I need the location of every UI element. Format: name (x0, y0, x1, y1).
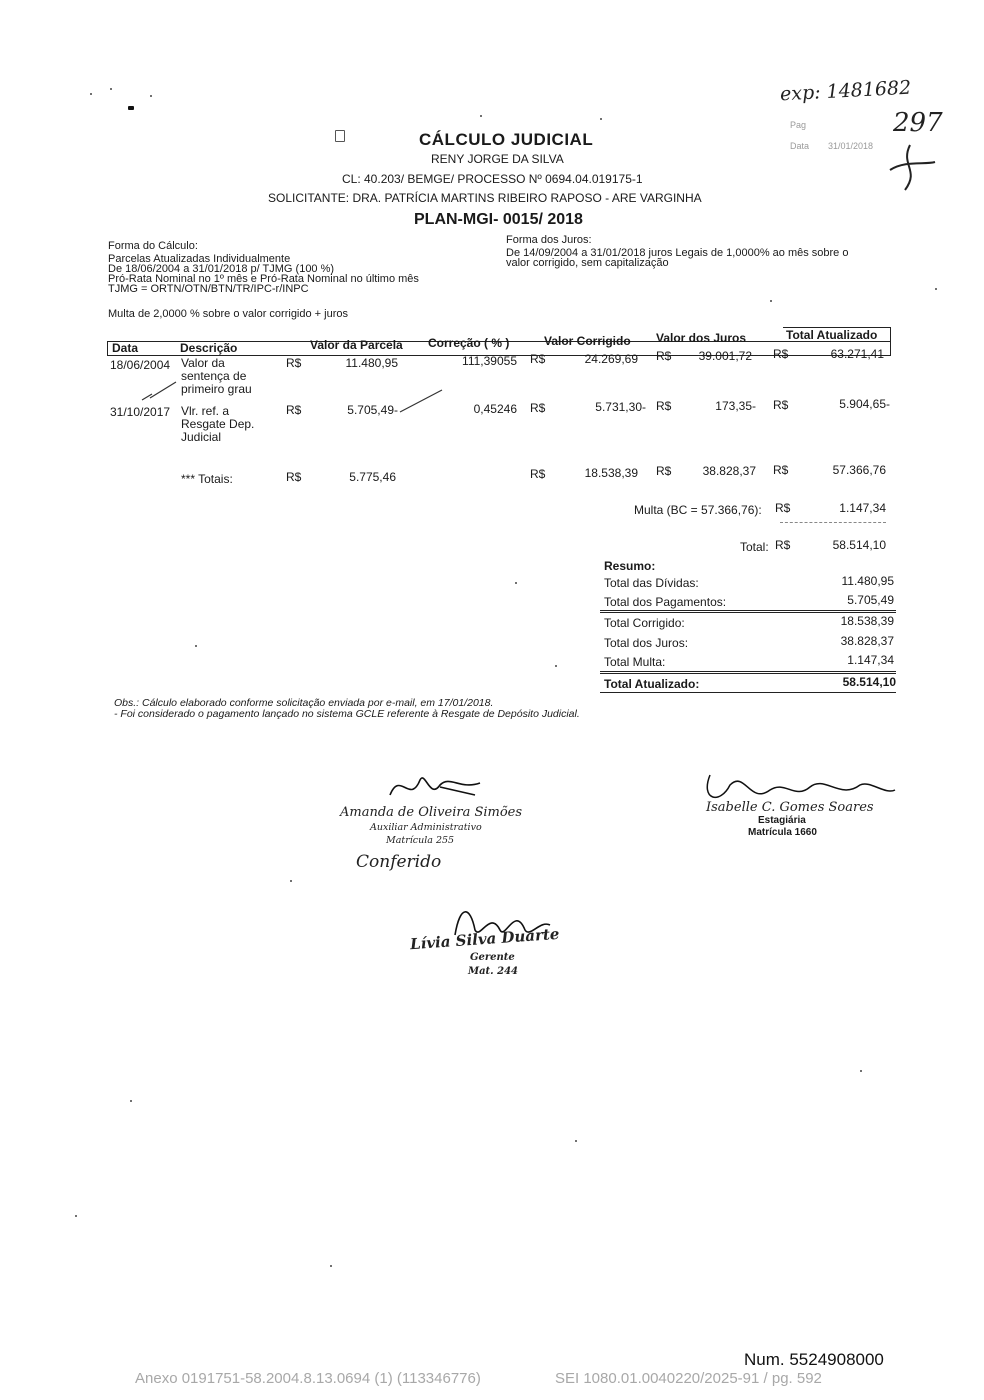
calc-line: TJMG = ORTN/OTN/BTN/TR/IPC-r/INPC (108, 283, 309, 295)
row-corrected-value: 5.731,30- (595, 400, 646, 414)
totals-currency: R$ (286, 470, 302, 484)
conferido-note: Conferido (356, 852, 442, 872)
col-data: Data (112, 341, 139, 355)
totals-currency: R$ (656, 464, 672, 478)
total-currency: R$ (775, 538, 791, 552)
observations: Obs.: Cálculo elaborado conforme solicitação enviada por e-mail, em 17/01/2018. - Foi considerado o pagamento lançado no sistema GCLE referente à Resgate de Depósito Judicial. (114, 697, 580, 720)
row-currency: R$ (773, 398, 789, 412)
row-interest-value: 39.001,72 (698, 349, 752, 363)
fine-value: 1.147,34 (839, 501, 886, 515)
interest-line: De 14/09/2004 a 31/01/2018 juros Legais de 1,0000% ao mês sobre o (506, 247, 849, 259)
person-name: RENY JORGE DA SILVA (431, 152, 564, 166)
summary-final-value: 58.514,10 (842, 675, 896, 689)
requester: SOLICITANTE: DRA. PATRÍCIA MARTINS RIBEIRO RAPOSO - ARE VARGINHA (268, 191, 702, 205)
summary-value: 5.705,49 (847, 593, 894, 607)
signer-role: Auxiliar Administrativo (370, 822, 482, 833)
calc-method-lines (108, 254, 419, 294)
fine-separator (780, 522, 886, 523)
total-value: 58.514,10 (832, 538, 886, 552)
totals-interest: 38.828,37 (702, 464, 756, 478)
totals-corrected: 18.538,39 (584, 466, 638, 480)
summary-label: Total dos Pagamentos: (604, 595, 727, 609)
summary-final-label: Total Atualizado: (604, 677, 700, 691)
signer-role: Gerente (470, 952, 515, 963)
summary-label: Total Multa: (604, 655, 666, 669)
row-currency: R$ (530, 352, 546, 366)
row-corrected-value: 24.269,69 (584, 352, 638, 366)
process-number: CL: 40.203/ BEMGE/ PROCESSO Nº 0694.04.019175-1 (342, 172, 643, 186)
summary-label: Total das Dívidas: (604, 576, 699, 590)
fine-rule: Multa de 2,0000 % sobre o valor corrigido + juros (108, 308, 348, 320)
fine-label: Multa (BC = 57.366,76): (634, 503, 762, 517)
row-currency: R$ (656, 399, 672, 413)
row-correction: 0,45246 (473, 402, 517, 416)
row-parcel-value: 5.705,49- (347, 403, 398, 417)
row-correction: 111,39055 (462, 354, 517, 368)
calc-line: Parcelas Atualizadas Individualmente (108, 253, 291, 265)
summary-value: 1.147,34 (847, 653, 894, 667)
calc-line: Pró-Rata Nominal no 1º mês e Pró-Rata Nominal no último mês (108, 273, 419, 285)
totals-total: 57.366,76 (832, 463, 886, 477)
interest-line: valor corrigido, sem capitalização (506, 257, 669, 269)
col-descricao: Descrição (180, 341, 238, 355)
check-mark (140, 380, 180, 404)
totals-label: *** Totais: (181, 472, 233, 486)
row-currency: R$ (286, 403, 302, 417)
col-total-atualizado: Total Atualizado (786, 328, 878, 342)
calc-method-label: Forma do Cálculo: (108, 240, 198, 252)
calc-line: De 18/06/2004 a 31/01/2018 p/ TJMG (100 %) (108, 263, 335, 275)
handwritten-reference: exp: 1481682 (779, 76, 912, 106)
summary-label: Total dos Juros: (604, 636, 689, 650)
row-currency: R$ (286, 356, 302, 370)
row-currency: R$ (773, 347, 789, 361)
stamp-date-value: 31/01/2018 (828, 141, 874, 151)
page-number: 297 (893, 108, 943, 138)
row-currency: R$ (656, 349, 672, 363)
row-parcel-value: 11.480,95 (345, 356, 398, 370)
check-mark (398, 388, 444, 414)
row-date: 18/06/2004 (110, 358, 171, 372)
signer-role: Estagiária (758, 815, 806, 826)
totals-currency: R$ (530, 467, 546, 481)
row-date: 31/10/2017 (110, 405, 171, 419)
stamp-pag-label: Pag (790, 120, 807, 130)
total-label: Total: (740, 540, 769, 554)
summary-value: 11.480,95 (841, 574, 894, 588)
document-title: CÁLCULO JUDICIAL (419, 130, 594, 149)
sei-reference: SEI 1080.01.0040220/2025-91 / pg. 592 (555, 1370, 822, 1387)
plan-number: PLAN-MGI- 0015/ 2018 (414, 211, 583, 228)
row-currency: R$ (530, 401, 546, 415)
signature-scribble (380, 765, 490, 810)
signer-name: Isabelle C. Gomes Soares (706, 800, 874, 815)
fine-currency: R$ (775, 501, 791, 515)
summary-title: Resumo: (604, 559, 656, 573)
totals-currency: R$ (773, 463, 789, 477)
document-num: Num. 5524908000 (744, 1350, 884, 1369)
col-valor-parcela: Valor da Parcela (310, 338, 403, 352)
annex-reference: Anexo 0191751-58.2004.8.13.0694 (1) (113346776) (135, 1370, 481, 1387)
signer-name: Lívia Silva Duarte (409, 924, 560, 954)
col-valor-juros: Valor dos Juros (656, 331, 747, 345)
totals-parcel: 5.775,46 (349, 470, 396, 484)
row-total-value: 63.271,41 (830, 347, 884, 361)
signer-registration: Matrícula 1660 (748, 827, 817, 838)
col-valor-corrigido: Valor Corrigido (544, 334, 631, 348)
interest-method-lines (506, 248, 848, 268)
col-correcao: Correção ( % ) (428, 336, 510, 350)
signer-registration: Matrícula 255 (386, 835, 455, 846)
signer-name: Amanda de Oliveira Simões (340, 805, 523, 820)
row-interest-value: 173,35- (715, 399, 756, 413)
interest-method-label: Forma dos Juros: (506, 234, 592, 246)
row-total-value: 5.904,65- (839, 397, 890, 411)
row-description: Valor da sentença de primeiro grau (181, 356, 252, 396)
summary-value: 18.538,39 (840, 614, 894, 628)
stamp-date-label: Data (790, 141, 810, 151)
summary-value: 38.828,37 (840, 634, 894, 648)
summary-label: Total Corrigido: (604, 616, 685, 630)
signer-registration: Mat. 244 (468, 966, 519, 977)
rubric-mark (880, 140, 940, 195)
row-description: Vlr. ref. a Resgate Dep. Judicial (181, 404, 255, 444)
